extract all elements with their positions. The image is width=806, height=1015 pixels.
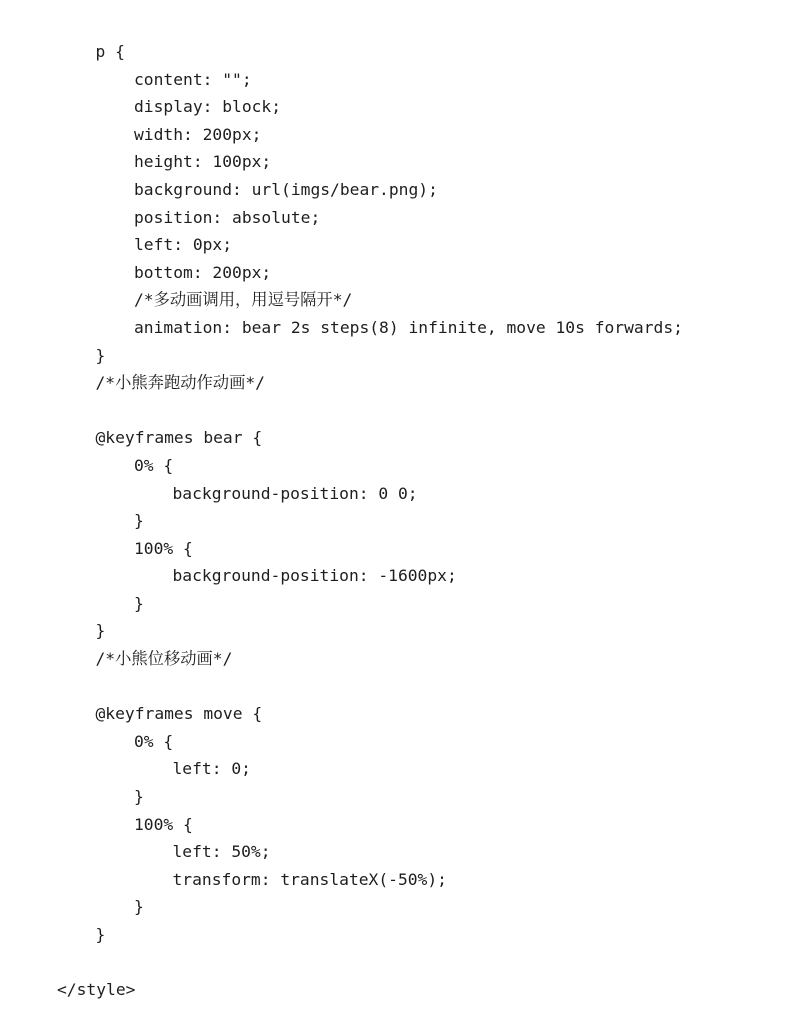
- code-line: 100% {: [134, 538, 193, 558]
- code-line: }: [134, 593, 144, 613]
- code-line: }: [95, 621, 106, 641]
- code-line: }: [95, 925, 106, 944]
- code-line: }: [95, 345, 106, 365]
- code-line: 100% {: [134, 814, 193, 834]
- code-line: @keyframes move {: [95, 704, 263, 724]
- code-line: </style>: [57, 980, 136, 1000]
- code-line: position: absolute;: [134, 207, 321, 227]
- code-line: 0% {: [134, 731, 174, 751]
- code-line: display: block;: [134, 97, 282, 117]
- code-line: left: 0px;: [134, 235, 233, 255]
- code-line: /*小熊奔跑动作动画*/: [95, 373, 265, 393]
- code-line: content: "";: [134, 69, 252, 89]
- code-line: [0, 949, 806, 977]
- code-line: p {: [95, 42, 125, 61]
- code-line: [0, 397, 806, 425]
- code-line: /*小熊位移动画*/: [95, 649, 233, 669]
- code-line: height: 100px;: [134, 152, 272, 172]
- code-line: background-position: -1600px;: [172, 566, 457, 586]
- code-listing: [0, 38, 806, 1004]
- code-line: @keyframes bear {: [95, 428, 263, 448]
- code-line: }: [134, 511, 144, 531]
- code-line: }: [134, 897, 144, 917]
- code-line: left: 50%;: [172, 842, 271, 862]
- code-line: [0, 673, 806, 701]
- code-line: /*多动画调用，用逗号隔开*/: [134, 290, 353, 310]
- code-line: bottom: 200px;: [134, 262, 272, 282]
- code-line: width: 200px;: [134, 124, 262, 144]
- code-line: }: [134, 787, 144, 807]
- code-line: transform: translateX(-50%);: [172, 869, 447, 889]
- code-line: background: url(imgs/bear.png);: [134, 179, 438, 199]
- code-line: left: 0;: [172, 759, 251, 779]
- code-line: 0% {: [134, 455, 174, 475]
- code-line: background-position: 0 0;: [172, 483, 418, 503]
- code-line: animation: bear 2s steps(8) infinite, move 10s forwards;: [134, 317, 683, 337]
